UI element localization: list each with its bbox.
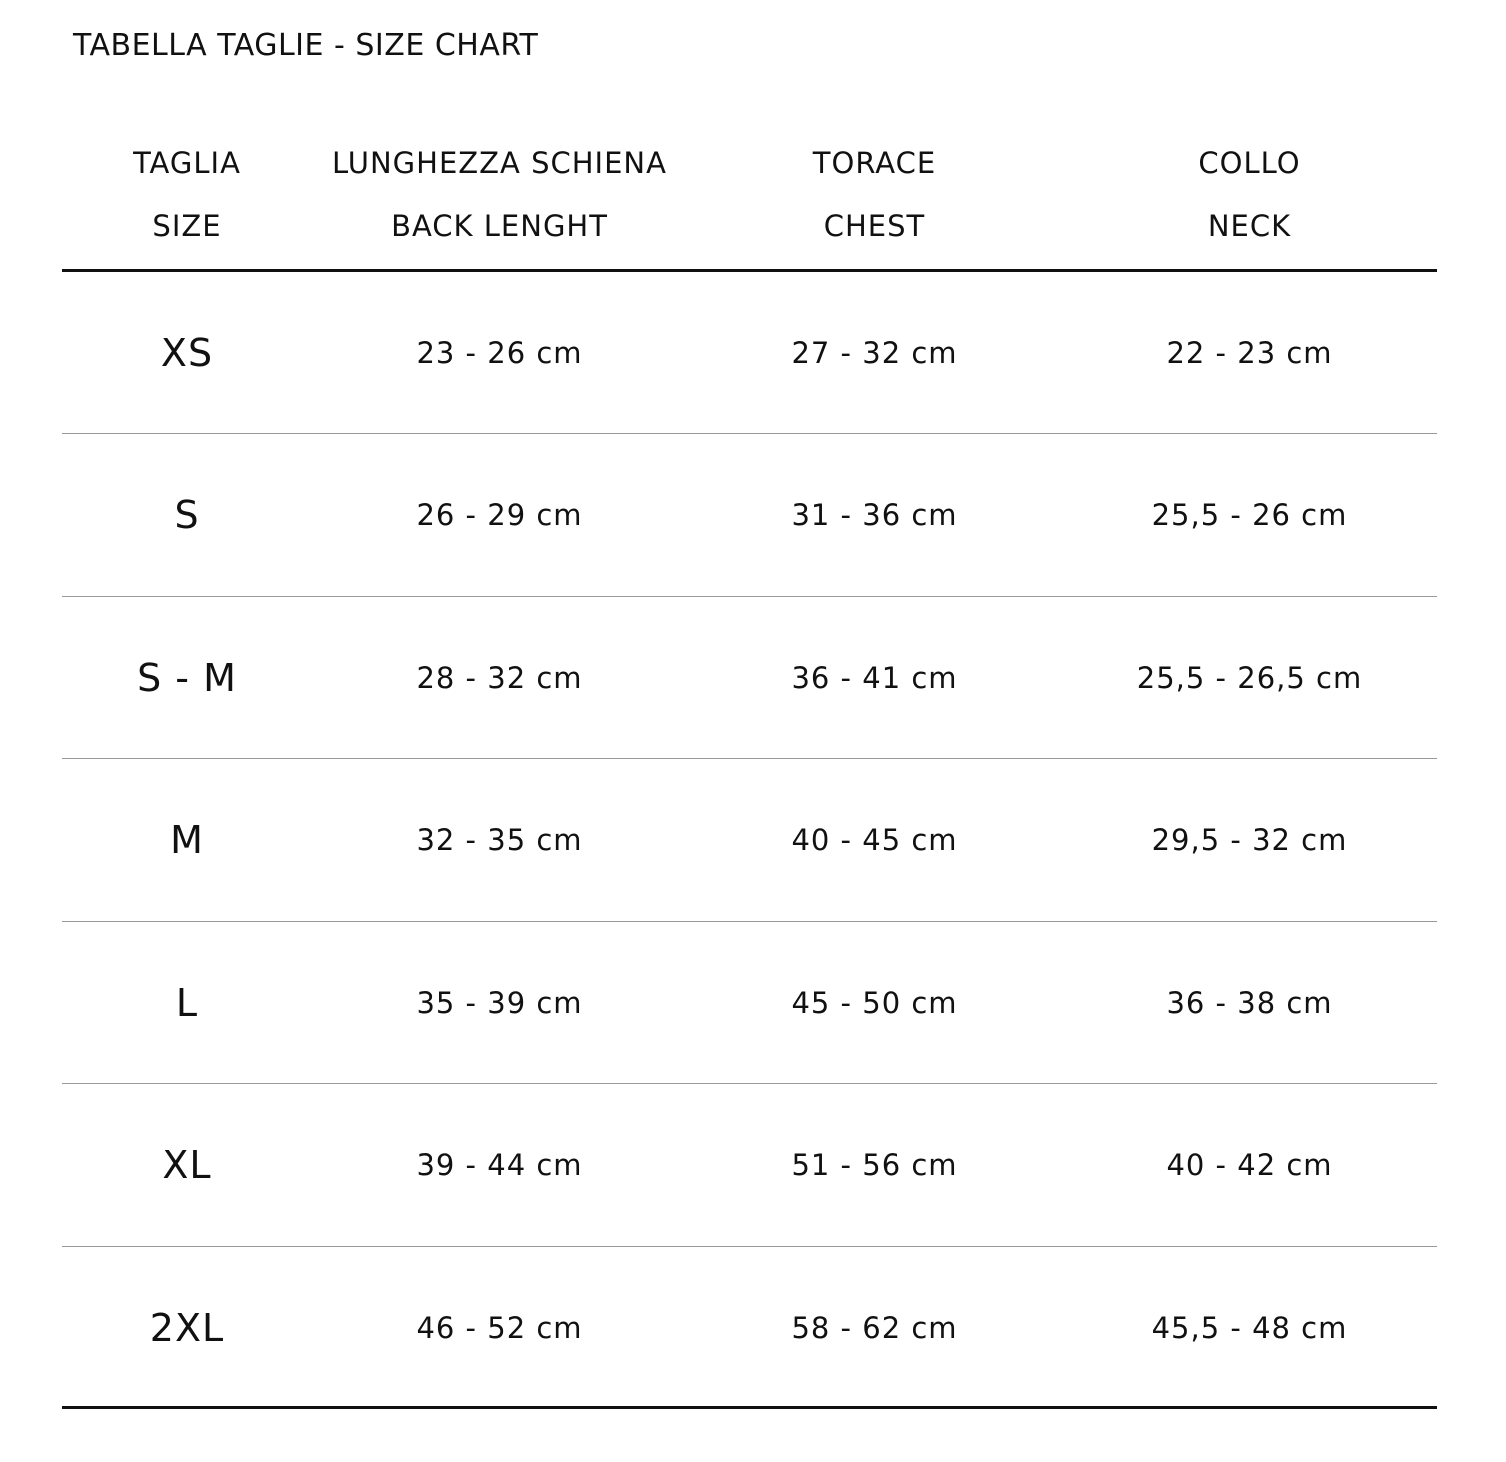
neck-cell: 36 - 38 cm (1166, 986, 1333, 1020)
neck-cell: 25,5 - 26,5 cm (1136, 661, 1363, 695)
header-neck-en: NECK (1207, 209, 1292, 243)
chest-cell: 40 - 45 cm (791, 823, 958, 857)
neck-cell: 29,5 - 32 cm (1151, 823, 1348, 857)
neck-cell: 45,5 - 48 cm (1151, 1311, 1348, 1345)
neck-cell: 25,5 - 26 cm (1151, 498, 1348, 532)
size-cell: S - M (137, 656, 237, 700)
table-row (62, 597, 1437, 759)
chest-cell: 31 - 36 cm (791, 498, 958, 532)
header-back-length (312, 132, 687, 258)
table-row (62, 759, 1437, 921)
back-length-cell: 26 - 29 cm (416, 498, 583, 532)
size-cell: 2XL (149, 1306, 225, 1350)
size-cell: L (175, 981, 199, 1025)
header-size-en: SIZE (152, 209, 222, 243)
size-cell: S (174, 493, 200, 537)
header-back-length-it: LUNGHEZZA SCHIENA (332, 146, 667, 180)
size-cell: M (170, 818, 204, 862)
back-length-cell: 32 - 35 cm (416, 823, 583, 857)
header-chest (687, 132, 1062, 258)
header-size (62, 132, 312, 258)
back-length-cell: 39 - 44 cm (416, 1148, 583, 1182)
table-row (62, 1084, 1437, 1246)
size-cell: XL (162, 1143, 212, 1187)
header-chest-en: CHEST (823, 209, 926, 243)
table-header (62, 118, 1437, 268)
header-chest-it: TORACE (812, 146, 937, 180)
back-length-cell: 28 - 32 cm (416, 661, 583, 695)
chest-cell: 51 - 56 cm (791, 1148, 958, 1182)
chest-cell: 27 - 32 cm (791, 336, 958, 370)
back-length-cell: 35 - 39 cm (416, 986, 583, 1020)
page-title: TABELLA TAGLIE - SIZE CHART (73, 28, 539, 63)
table-row (62, 1247, 1437, 1409)
table-bottom-rule (62, 1406, 1437, 1409)
chest-cell: 45 - 50 cm (791, 986, 958, 1020)
chest-cell: 58 - 62 cm (791, 1311, 958, 1345)
neck-cell: 40 - 42 cm (1166, 1148, 1333, 1182)
size-cell: XS (160, 331, 214, 375)
table-row (62, 434, 1437, 596)
chest-cell: 36 - 41 cm (791, 661, 958, 695)
back-length-cell: 23 - 26 cm (416, 336, 583, 370)
neck-cell: 22 - 23 cm (1166, 336, 1333, 370)
table-row (62, 272, 1437, 434)
header-neck-it: COLLO (1198, 146, 1301, 180)
header-back-length-en: BACK LENGHT (391, 209, 608, 243)
header-size-it: TAGLIA (133, 146, 241, 180)
back-length-cell: 46 - 52 cm (416, 1311, 583, 1345)
header-neck (1062, 132, 1437, 258)
table-row (62, 922, 1437, 1084)
